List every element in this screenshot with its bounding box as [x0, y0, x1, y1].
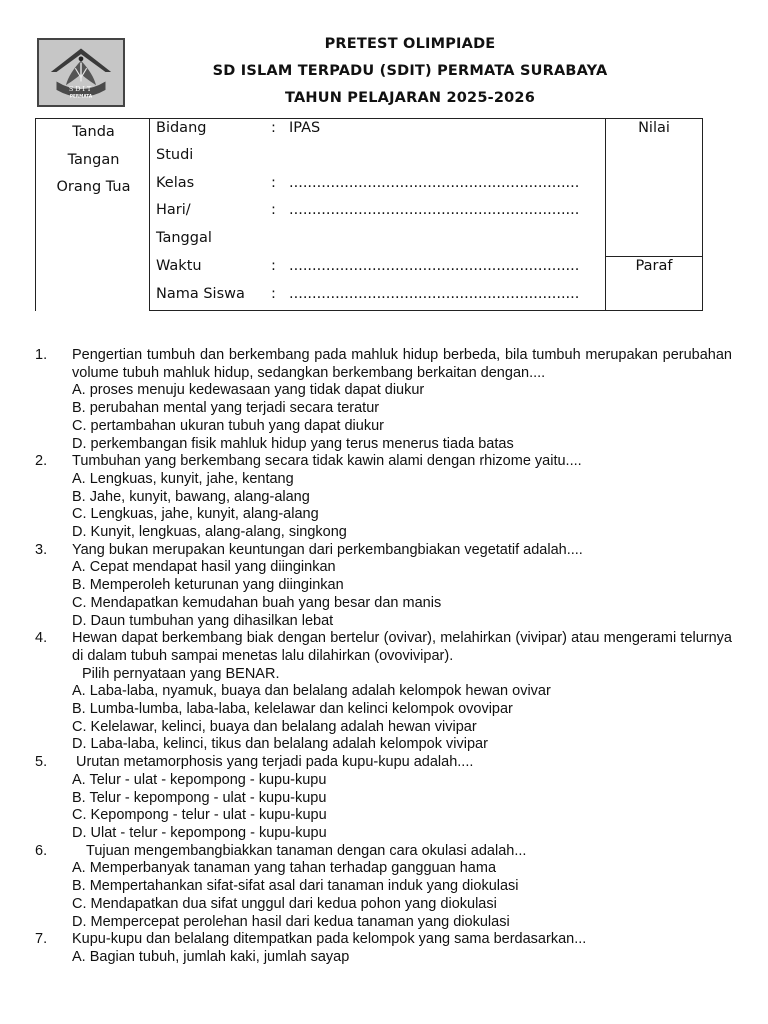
question-item — [35, 931, 732, 966]
nilai-label: Nilai — [638, 120, 670, 136]
question-stem: Kupu-kupu dan belalang ditempatkan pada kelompok yang sama berdasarkan... — [72, 931, 587, 948]
field-label: Waktu — [156, 258, 202, 274]
question-number: 2. — [35, 453, 48, 470]
title-line-3: TAHUN PELAJARAN 2025-2026 — [285, 90, 535, 106]
question-item — [35, 754, 732, 843]
info-box — [35, 118, 703, 311]
field-label: Bidang — [156, 120, 207, 136]
field-colon: : — [271, 202, 276, 218]
option[interactable]: A. Telur - ulat - kepompong - kupu-kupu — [72, 771, 327, 788]
logo-text-sdit: SDIT — [68, 84, 94, 93]
question-item — [35, 542, 732, 631]
question-number: 5. — [35, 754, 48, 771]
field-colon: : — [271, 286, 276, 302]
option[interactable]: C. Lengkuas, jahe, kunyit, alang-alang — [72, 506, 319, 523]
question-number: 4. — [35, 630, 48, 647]
ttd-label-2: Tangan — [67, 151, 120, 168]
option[interactable]: C. Kelelawar, kelinci, buaya dan belalang adalah hewan vivipar — [72, 718, 477, 735]
option[interactable]: B. Mempertahankan sifat-sifat asal dari tanaman induk yang diokulasi — [72, 878, 519, 895]
field-colon: : — [271, 175, 276, 191]
field-colon: : — [271, 258, 276, 274]
option[interactable]: B. Jahe, kunyit, bawang, alang-alang — [72, 488, 310, 505]
question-stem: Yang bukan merupakan keuntungan dari perkembangbiakan vegetatif adalah.... — [72, 541, 583, 558]
question-item — [35, 843, 732, 932]
question-stem: Tujuan mengembangbiakkan tanaman dengan cara okulasi adalah... — [86, 842, 527, 859]
title-line-1: PRETEST OLIMPIADE — [324, 36, 496, 52]
option[interactable]: D. Laba-laba, kelinci, tikus dan belalang adalah kelompok vivipar — [72, 736, 488, 753]
student-info-cell — [149, 118, 606, 311]
question-number: 1. — [35, 347, 48, 363]
question-list — [35, 347, 732, 967]
question-stem: Urutan metamorphosis yang terjadi pada kupu-kupu adalah.... — [76, 754, 474, 771]
option[interactable]: B. Memperoleh keturunan yang diinginkan — [72, 577, 344, 594]
option[interactable]: A. Memperbanyak tanaman yang tahan terhadap gangguan hama — [72, 860, 497, 877]
field-value-subject: IPAS — [289, 120, 321, 136]
option[interactable]: C. Mendapatkan kemudahan buah yang besar dan manis — [72, 594, 442, 611]
field-value-name-blank[interactable]: ............................................................... — [289, 286, 580, 302]
question-number: 3. — [35, 541, 48, 558]
option[interactable]: A. Cepat mendapat hasil yang diinginkan — [72, 559, 336, 576]
field-value-time-blank[interactable]: ............................................................... — [289, 258, 580, 274]
option[interactable]: B. Telur - kepompong - ulat - kupu-kupu — [72, 789, 327, 806]
field-label: Studi — [156, 147, 194, 163]
option[interactable]: D. perkembangan fisik mahluk hidup yang terus menerus tiada batas — [72, 435, 514, 452]
field-label: Tanggal — [156, 230, 212, 246]
option[interactable]: A. Lengkuas, kunyit, jahe, kentang — [72, 470, 294, 487]
option[interactable]: D. Kunyit, lengkuas, alang-alang, singkong — [72, 524, 347, 541]
field-label: Hari/ — [156, 202, 191, 218]
option[interactable]: C. Kepompong - telur - ulat - kupu-kupu — [72, 807, 327, 824]
question-stem: Pengertian tumbuh dan berkembang pada mahluk hidup berbeda, bila tumbuh merupakan perubahan volume tubuh mahluk hidup, sedangkan berkembang berkaitan dengan.... — [72, 347, 732, 381]
option[interactable]: D. Mempercepat perolehan hasil dari kedua tanaman yang diokulasi — [72, 913, 510, 930]
option[interactable]: B. perubahan mental yang terjadi secara teratur — [72, 400, 380, 417]
school-logo — [37, 38, 125, 107]
question-item — [35, 347, 732, 453]
option[interactable]: A. Laba-laba, nyamuk, buaya dan belalang adalah kelompok hewan ovivar — [72, 683, 551, 700]
field-value-date-blank[interactable]: ............................................................... — [289, 202, 580, 218]
paraf-label: Paraf — [635, 258, 673, 274]
school-logo-icon — [39, 40, 123, 105]
option[interactable]: C. pertambahan ukuran tubuh yang dapat diukur — [72, 417, 384, 434]
option[interactable]: D. Ulat - telur - kepompong - kupu-kupu — [72, 824, 327, 841]
question-item — [35, 453, 732, 542]
question-stem: Hewan dapat berkembang biak dengan bertelur (ovivar), melahirkan (vivipar) atau mengerami telurnya di dalam tubuh sampai menetas lalu dilahirkan (ovovivipar). — [72, 630, 732, 664]
option[interactable]: C. Mendapatkan dua sifat unggul dari kedua pohon yang diokulasi — [72, 895, 497, 912]
field-colon: : — [271, 120, 276, 136]
title-line-2: SD ISLAM TERPADU (SDIT) PERMATA SURABAYA — [212, 63, 608, 79]
question-item — [35, 630, 732, 754]
field-label: Kelas — [156, 175, 195, 191]
question-number: 7. — [35, 931, 48, 948]
question-note: Pilih pernyataan yang BENAR. — [82, 665, 280, 682]
field-label: Nama Siswa — [156, 286, 245, 302]
ttd-label-1: Tanda — [72, 124, 115, 140]
logo-text-permata: PERMATA — [69, 93, 93, 99]
question-stem: Tumbuhan yang berkembang secara tidak kawin alami dengan rhizome yaitu.... — [72, 453, 582, 470]
score-cell — [605, 118, 703, 311]
question-number: 6. — [35, 842, 48, 859]
option[interactable]: A. proses menuju kedewasaan yang tidak dapat diukur — [72, 382, 425, 399]
option[interactable]: D. Daun tumbuhan yang dihasilkan lebat — [72, 612, 334, 629]
parent-signature-cell — [35, 118, 150, 311]
field-value-class-blank[interactable]: ............................................................... — [289, 175, 580, 191]
option[interactable]: A. Bagian tubuh, jumlah kaki, jumlah sayap — [72, 948, 350, 965]
score-divider — [606, 256, 702, 257]
option[interactable]: B. Lumba-lumba, laba-laba, kelelawar dan kelinci kelompok ovovipar — [72, 701, 513, 718]
ttd-label-3: Orang Tua — [56, 179, 131, 195]
